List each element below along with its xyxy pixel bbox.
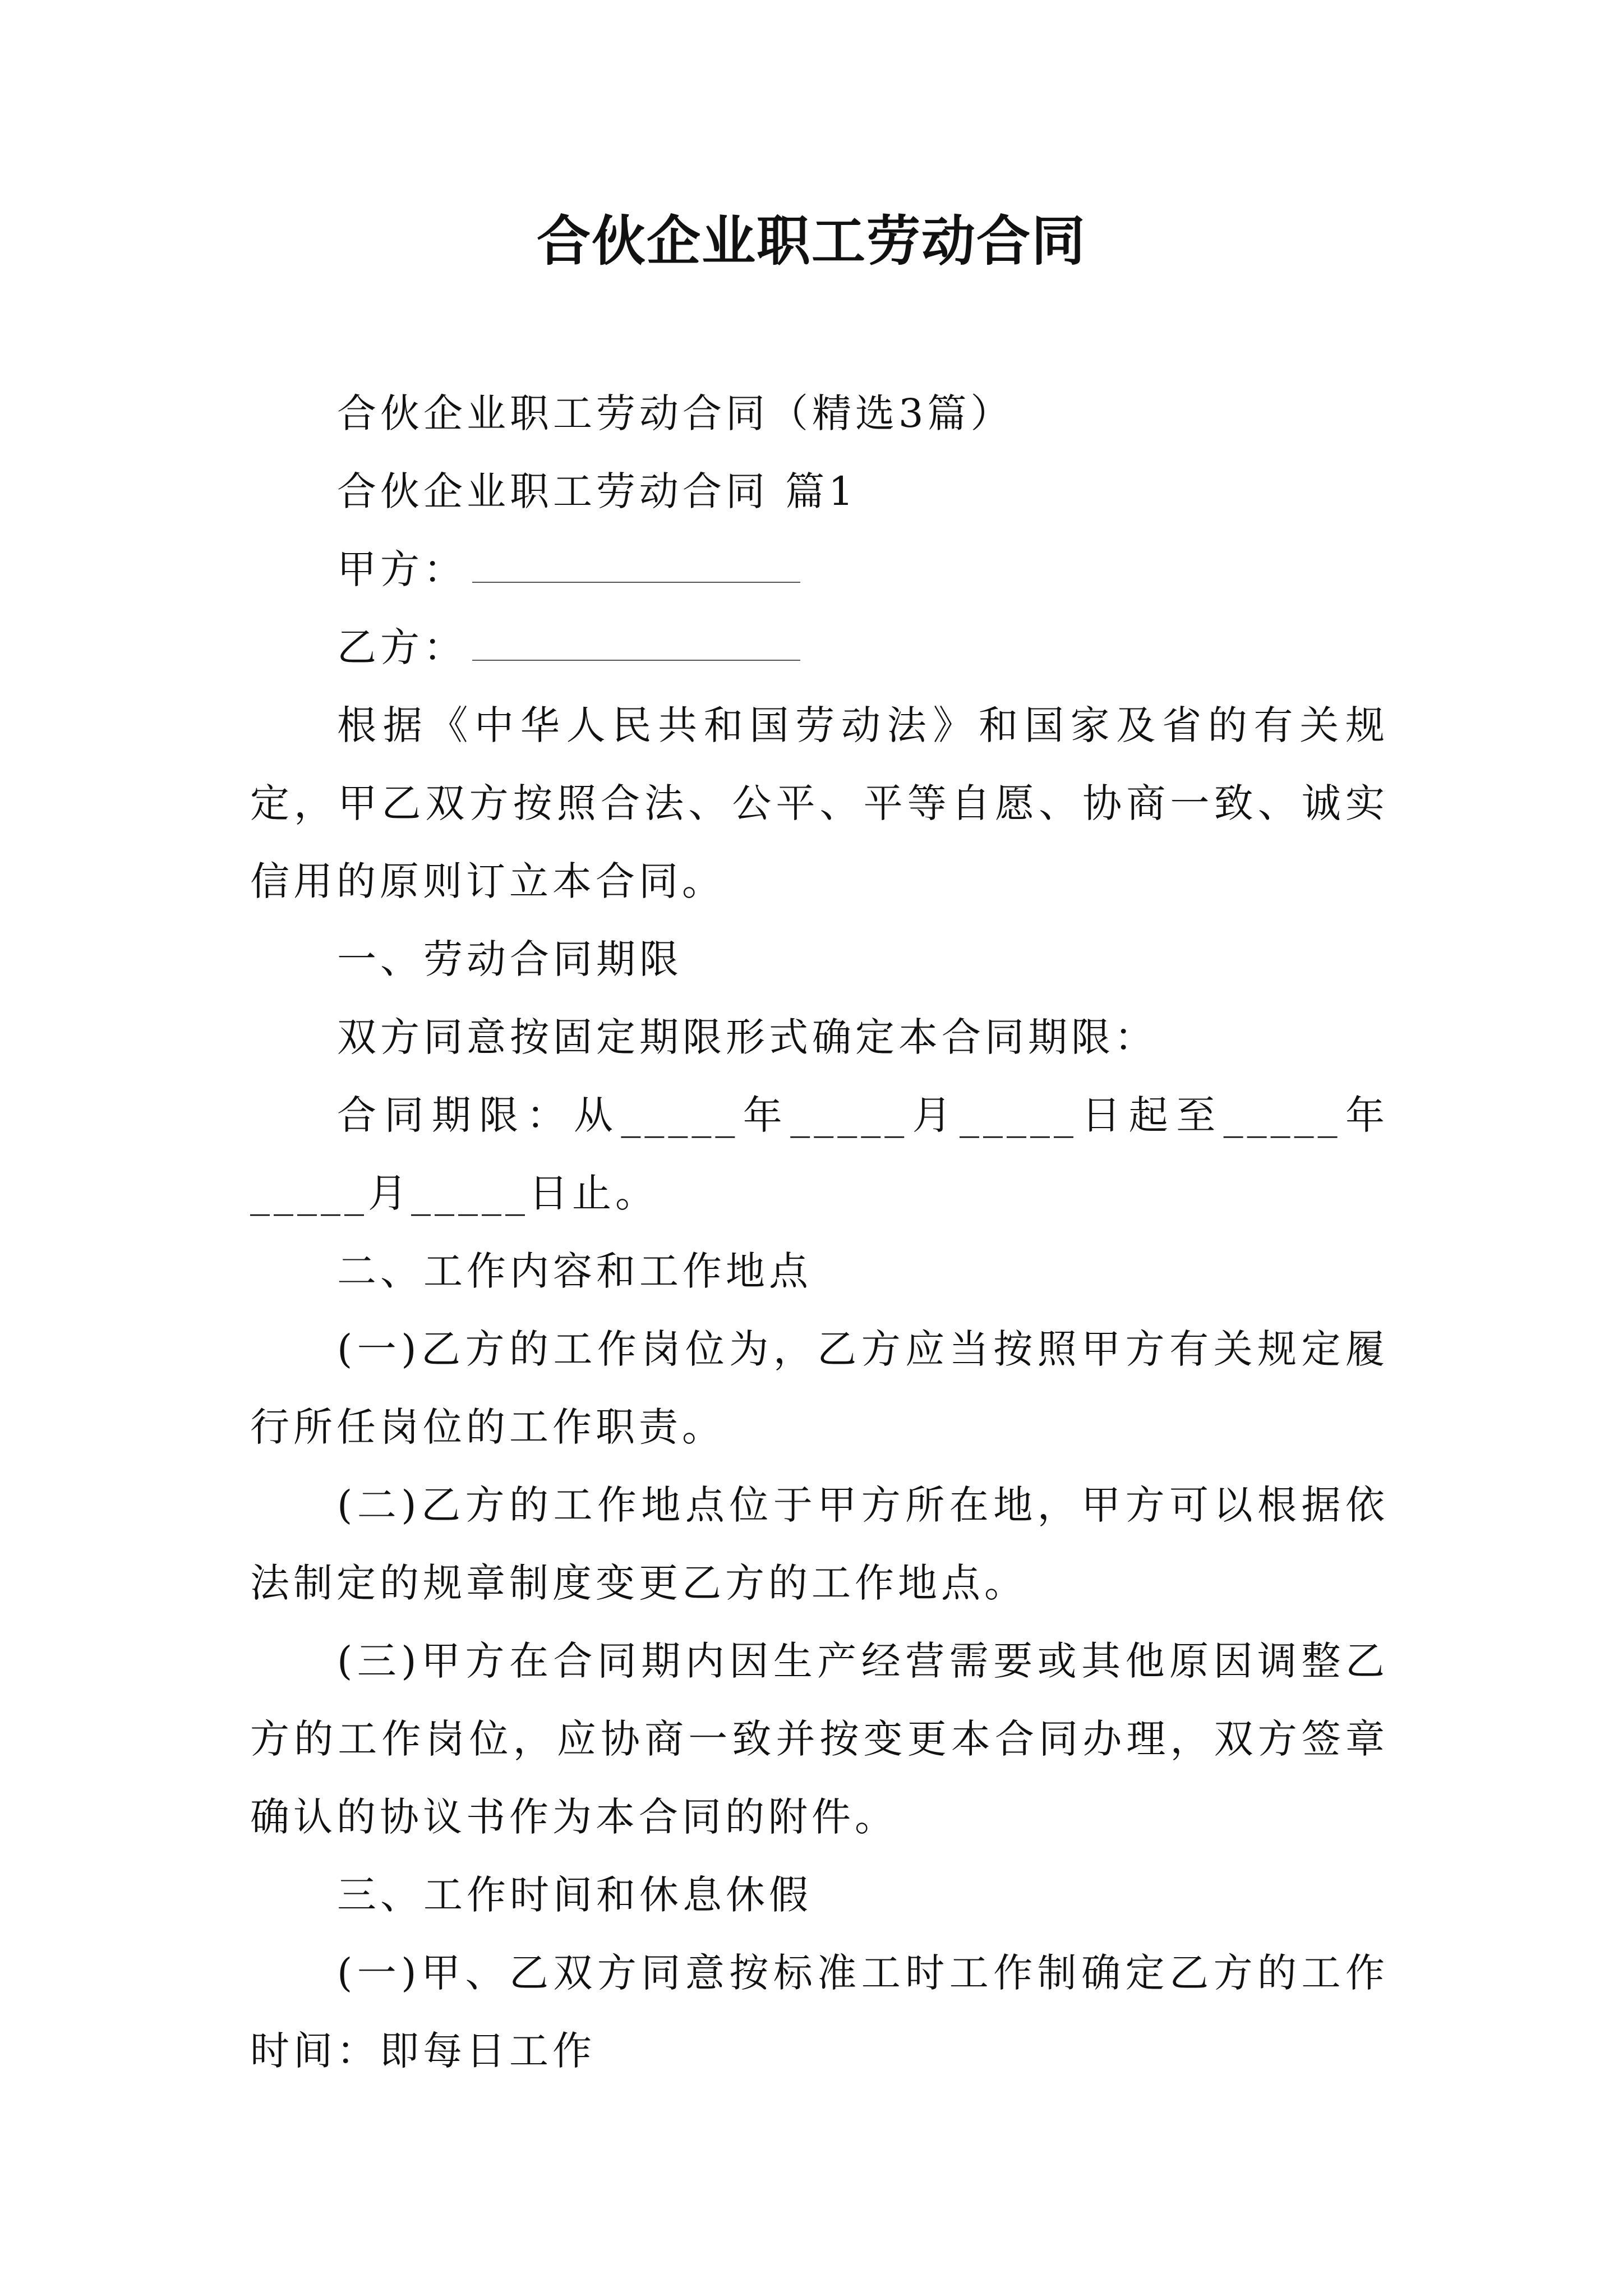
section-heading: 二、工作内容和工作地点	[337, 1248, 812, 1294]
party-a-label: 甲方：	[337, 546, 467, 592]
party-b-label: 乙方：	[337, 624, 467, 670]
paragraph: 双方同意按固定期限形式确定本合同期限：	[337, 1014, 1158, 1060]
part-heading: 合伙企业职工劳动合同 篇1	[337, 468, 857, 514]
paragraph: (一)乙方的工作岗位为，乙方应当按照甲方有关规定履行所任岗位的工作职责。	[250, 1326, 1389, 1450]
paragraph: 合同期限：从_____年_____月_____日起至_____年_____月_____日止。	[250, 1092, 1389, 1216]
document-body	[250, 375, 1389, 2090]
paragraph: (三)甲方在合同期内因生产经营需要或其他原因调整乙方的工作岗位，应协商一致并按变更本合同办理，双方签章确认的协议书作为本合同的附件。	[250, 1638, 1389, 1840]
section-heading: 一、劳动合同期限	[337, 936, 683, 982]
paragraph: 根据《中华人民共和国劳动法》和国家及省的有关规定，甲乙双方按照合法、公平、平等自愿、协商一致、诚实信用的原则订立本合同。	[250, 702, 1389, 904]
party-b-blank	[472, 626, 800, 661]
document-title: 合伙企业职工劳动合同	[537, 210, 1086, 273]
document-subtitle: 合伙企业职工劳动合同（精选3篇）	[337, 390, 1014, 436]
paragraph: (二)乙方的工作地点位于甲方所在地，甲方可以根据依法制定的规章制度变更乙方的工作地点。	[250, 1482, 1389, 1606]
party-a-line	[250, 531, 1389, 609]
party-a-blank	[472, 548, 800, 583]
section-heading: 三、工作时间和休息休假	[337, 1872, 812, 1918]
party-b-line	[250, 609, 1389, 687]
paragraph: (一)甲、乙双方同意按标准工时工作制确定乙方的工作时间：即每日工作	[250, 1950, 1389, 2074]
